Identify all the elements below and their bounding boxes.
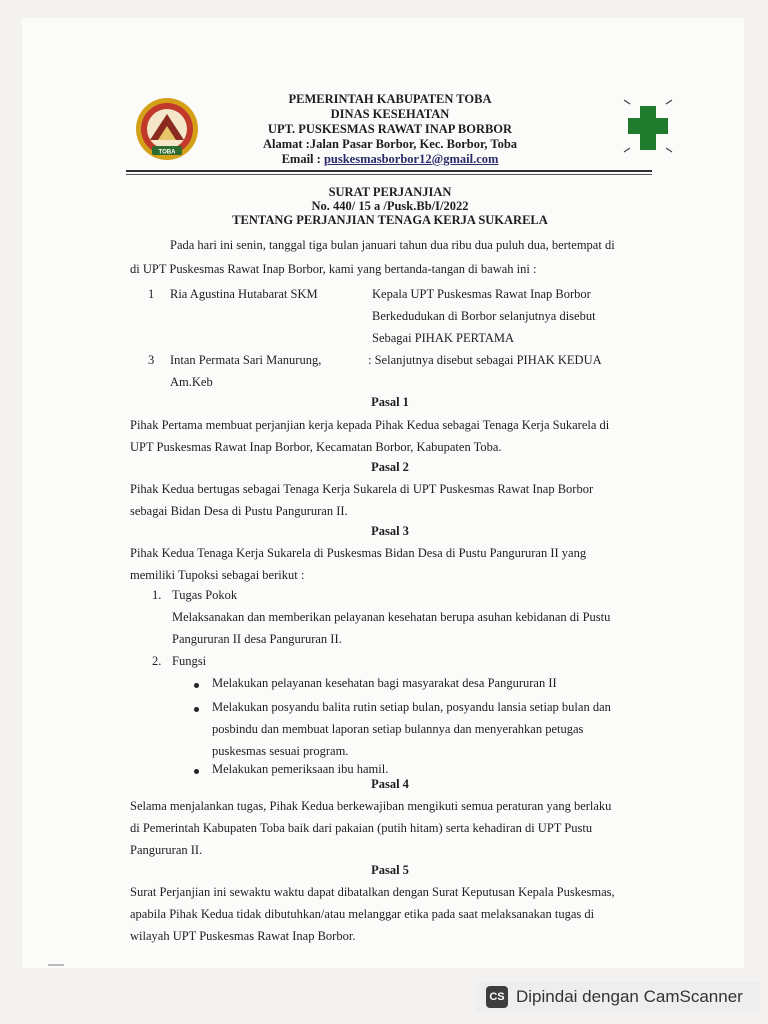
fungsi-bullet-2-line-3: puskesmas sesuai program. — [212, 744, 349, 758]
bullet-dot — [194, 683, 199, 688]
intro-line-2: di UPT Puskesmas Rawat Inap Borbor, kami yang bertanda-tangan di bawah ini : — [130, 262, 537, 276]
letterhead-divider-thick — [126, 170, 652, 172]
bullet-dot — [194, 707, 199, 712]
party-1-number: 1 — [148, 287, 155, 301]
pasal-3-heading: Pasal 3 — [371, 524, 409, 538]
party-1-desc-1: Kepala UPT Puskesmas Rawat Inap Borbor — [372, 287, 591, 301]
pasal-2-heading: Pasal 2 — [371, 460, 409, 474]
pasal-1-line-2: UPT Puskesmas Rawat Inap Borbor, Kecamatan Borbor, Kabupaten Toba. — [130, 440, 502, 454]
letterhead-line-address: Alamat :Jalan Pasar Borbor, Kec. Borbor, Toba — [262, 137, 518, 151]
party-2-number: 3 — [148, 353, 155, 367]
fungsi-bullet-3: Melakukan pemeriksaan ibu hamil. — [212, 762, 389, 776]
pasal-5-heading: Pasal 5 — [371, 863, 409, 877]
pasal-1-line-1: Pihak Pertama membuat perjanjian kerja kepada Pihak Kedua sebagai Tenaga Kerja Sukarela di — [130, 418, 610, 432]
party-2-desc-1: : Selanjutnya disebut sebagai PIHAK KEDUA — [368, 353, 602, 367]
camscanner-icon: CS — [486, 986, 508, 1008]
pasal-3-item-1-number: 1. — [152, 588, 162, 602]
pasal-3-item-1-title: Tugas Pokok — [172, 588, 238, 602]
scan-artifact — [48, 964, 64, 966]
fungsi-bullet-2-line-1: Melakukan posyandu balita rutin setiap bulan, posyandu lansia setiap bulan dan — [212, 700, 611, 714]
camscanner-text: Dipindai dengan CamScanner — [516, 987, 743, 1006]
pasal-4-heading: Pasal 4 — [371, 777, 409, 791]
pasal-3-item-1-line-1: Melaksanakan dan memberikan pelayanan kesehatan berupa asuhan kebidanan di Pustu — [172, 610, 611, 624]
svg-text:TOBA: TOBA — [158, 149, 176, 156]
pasal-4-line-2: di Pemerintah Kabupaten Toba baik dari pakaian (putih hitam) serta kehadiran di UPT Pustu — [130, 821, 593, 835]
fungsi-bullet-1: Melakukan pelayanan kesehatan bagi masyarakat desa Pangururan II — [212, 676, 557, 690]
document-title — [130, 185, 650, 227]
pasal-5-line-3: wilayah UPT Puskesmas Rawat Inap Borbor. — [130, 929, 356, 943]
pasal-3-item-2-number: 2. — [152, 654, 162, 668]
camscanner-watermark — [476, 982, 760, 1012]
pasal-5-line-2: apabila Pihak Kedua tidak dibutuhkan/atau melanggar etika pada saat melaksanakan tugas di — [130, 907, 595, 921]
party-2-name-line-2: Am.Keb — [170, 375, 213, 389]
pasal-3-item-1-line-2: Pangururan II desa Pangururan II. — [172, 632, 342, 646]
pasal-5-line-1: Surat Perjanjian ini sewaktu waktu dapat dibatalkan dengan Surat Keputusan Kepala Puskesmas, — [130, 885, 615, 899]
pasal-3-line-2: memiliki Tupoksi sebagai berikut : — [130, 568, 305, 582]
letterhead — [200, 92, 580, 167]
party-1-name: Ria Agustina Hutabarat SKM — [170, 287, 318, 301]
letterhead-line-dinas: DINAS KESEHATAN — [330, 107, 450, 121]
kabupaten-toba-logo — [134, 96, 200, 162]
pasal-4-line-1: Selama menjalankan tugas, Pihak Kedua berkewajiban mengikuti semua peraturan yang berlaku — [130, 799, 612, 813]
party-1-desc-3: Sebagai PIHAK PERTAMA — [372, 331, 514, 345]
pasal-1-heading: Pasal 1 — [371, 395, 409, 409]
party-1-desc-2: Berkedudukan di Borbor selanjutnya disebut — [372, 309, 596, 323]
pasal-2-line-2: sebagai Bidan Desa di Pustu Pangururan II. — [130, 504, 348, 518]
letterhead-line-email — [200, 152, 580, 167]
title-line-subject: TENTANG PERJANJIAN TENAGA KERJA SUKARELA — [232, 213, 548, 227]
intro-line-1: Pada hari ini senin, tanggal tiga bulan januari tahun dua ribu dua puluh dua, bertempat di — [170, 238, 615, 252]
bullet-dot — [194, 769, 199, 774]
health-cross-icon — [622, 96, 674, 156]
letterhead-divider-thin — [126, 174, 652, 175]
party-2-name: Intan Permata Sari Manurung, — [170, 353, 322, 367]
pasal-3-line-1: Pihak Kedua Tenaga Kerja Sukarela di Puskesmas Bidan Desa di Pustu Pangururan II yang — [130, 546, 587, 560]
pasal-3-item-2-title: Fungsi — [172, 654, 207, 668]
title-line-number: No. 440/ 15 a /Pusk.Bb/I/2022 — [311, 199, 469, 213]
pasal-4-line-3: Pangururan II. — [130, 843, 203, 857]
fungsi-bullet-2-line-2: posbindu dan membuat laporan setiap bulannya dan menyerahkan petugas — [212, 722, 584, 736]
letterhead-line-upt: UPT. PUSKESMAS RAWAT INAP BORBOR — [267, 122, 513, 136]
letterhead-line-government: PEMERINTAH KABUPATEN TOBA — [288, 92, 492, 106]
title-line-1: SURAT PERJANJIAN — [328, 185, 452, 199]
pasal-2-line-1: Pihak Kedua bertugas sebagai Tenaga Kerja Sukarela di UPT Puskesmas Rawat Inap Borbor — [130, 482, 594, 496]
email-label: Email : — [281, 152, 321, 166]
email-link[interactable]: puskesmasborbor12@gmail.com — [323, 152, 499, 166]
